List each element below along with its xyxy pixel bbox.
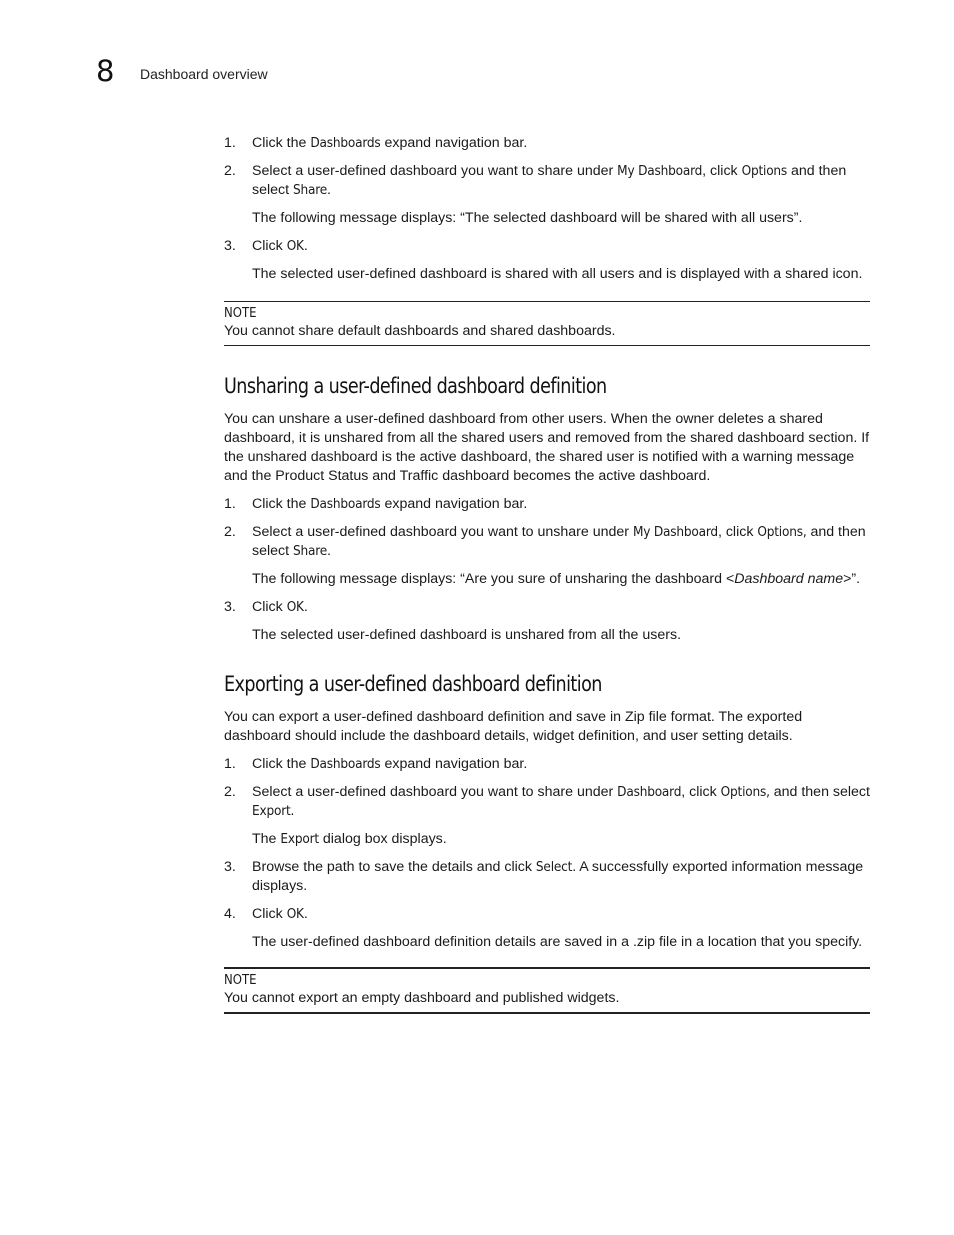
chapter-number: 8 [96,54,115,88]
export-step-4 [224,905,870,924]
step-text: . [327,182,331,198]
note-text: You cannot share default dashboards and shared dashboards. [224,323,616,339]
ui-term: OK [286,599,304,615]
step-text: expand navigation bar. [380,756,528,772]
placeholder-term: Dashboard name [734,571,844,587]
ui-term: Dashboards [310,135,381,151]
step-text: , click [702,163,742,179]
step-text: . A successfully exported information message displays. [252,859,864,894]
unshare-heading: Unsharing a user-defined dashboard definition [224,374,607,398]
unshare-step-1 [224,495,870,514]
step-text: Click [252,238,287,254]
unshare-step-3 [224,598,870,617]
ui-term: Select [535,859,573,875]
share-step-2-result: The following message displays: “The selected dashboard will be shared with all users”. [252,210,803,226]
step-number: 3. [224,238,236,254]
ui-term: Share [293,543,328,559]
step-text: . [303,238,308,254]
ui-term: Export. [252,803,295,819]
step-number: 2. [224,163,236,179]
running-title: Dashboard overview [140,66,268,82]
result-text: >”. [843,571,861,587]
share-step-3 [224,237,870,256]
step-text: . [327,543,331,559]
step-text: Click [252,599,287,615]
export-step-3 [224,858,870,896]
step-number: 3. [224,859,236,875]
step-text: Click the [252,496,311,512]
step-text: Select a user-defined dashboard you want to share under [252,163,618,179]
step-number: 2. [224,524,236,540]
result-text: dialog box displays. [318,831,447,847]
unshare-step-2-result [224,570,870,589]
step-text: and then select [252,524,866,559]
export-step-2-result [224,830,870,849]
step-number: 4. [224,906,236,922]
note-label: NOTE [224,973,257,988]
step-number: 1. [224,135,236,151]
ui-term: Dashboards [310,756,381,772]
ui-term: Share [293,182,328,198]
ui-term: OK [286,238,304,254]
share-step-3-result: The selected user-defined dashboard is shared with all users and is displayed with a shared icon. [252,266,863,282]
export-note [224,967,870,1014]
ui-term: Options [741,163,788,179]
step-text: . [303,906,308,922]
step-text: and then select [252,163,847,198]
ui-term: Options, [757,524,807,540]
export-step-4-result: The user-defined dashboard definition details are saved in a .zip file in a location that you specify. [252,934,863,950]
ui-term: Dashboard [617,784,682,800]
step-text: Browse the path to save the details and click [252,859,536,875]
export-step-1 [224,755,870,774]
export-step-2 [224,783,870,821]
share-step-2 [224,162,870,200]
step-text: expand navigation bar. [380,135,528,151]
page-content [224,134,870,1014]
share-step-1 [224,134,870,153]
step-text: , click [717,524,758,540]
ui-term: My Dashboard [632,524,718,540]
result-text: The following message displays: “Are you sure of unsharing the dashboard < [252,571,735,587]
unshare-step-3-result: The selected user-defined dashboard is unshared from all the users. [252,627,682,643]
step-number: 2. [224,784,236,800]
step-text: Click the [252,756,311,772]
step-text: , click [681,784,721,800]
note-text: You cannot export an empty dashboard and published widgets. [224,990,620,1006]
result-text: The [252,831,281,847]
note-label: NOTE [224,306,257,321]
step-text: Click the [252,135,311,151]
step-text: and then select [769,784,870,800]
share-note [224,301,870,346]
step-text: Select a user-defined dashboard you want to share under [252,784,618,800]
step-number: 1. [224,756,236,772]
step-text: Select a user-defined dashboard you want to unshare under [252,524,633,540]
ui-term: My Dashboard [617,163,703,179]
step-number: 3. [224,599,236,615]
step-text: expand navigation bar. [380,496,528,512]
step-text: Click [252,906,287,922]
step-text: . [303,599,308,615]
export-heading: Exporting a user-defined dashboard definition [224,672,602,696]
unshare-intro: You can unshare a user-defined dashboard from other users. When the owner deletes a shared dashboard, it is unshared from all the shared users and removed from the shared dashboard section. If the unshared dashboard is the active dashboard, the shared user is notified with a warning message and the Product Status and Traffic dashboard becomes the active dashboard. [224,411,870,484]
export-intro: You can export a user-defined dashboard definition and save in Zip file format. The exported dashboard should include the dashboard details, widget definition, and user setting details. [224,709,803,744]
ui-term: OK [286,906,304,922]
ui-term: Dashboards [310,496,381,512]
unshare-step-2 [224,523,870,561]
step-number: 1. [224,496,236,512]
ui-term: Options, [720,784,770,800]
ui-term: Export [280,831,319,847]
